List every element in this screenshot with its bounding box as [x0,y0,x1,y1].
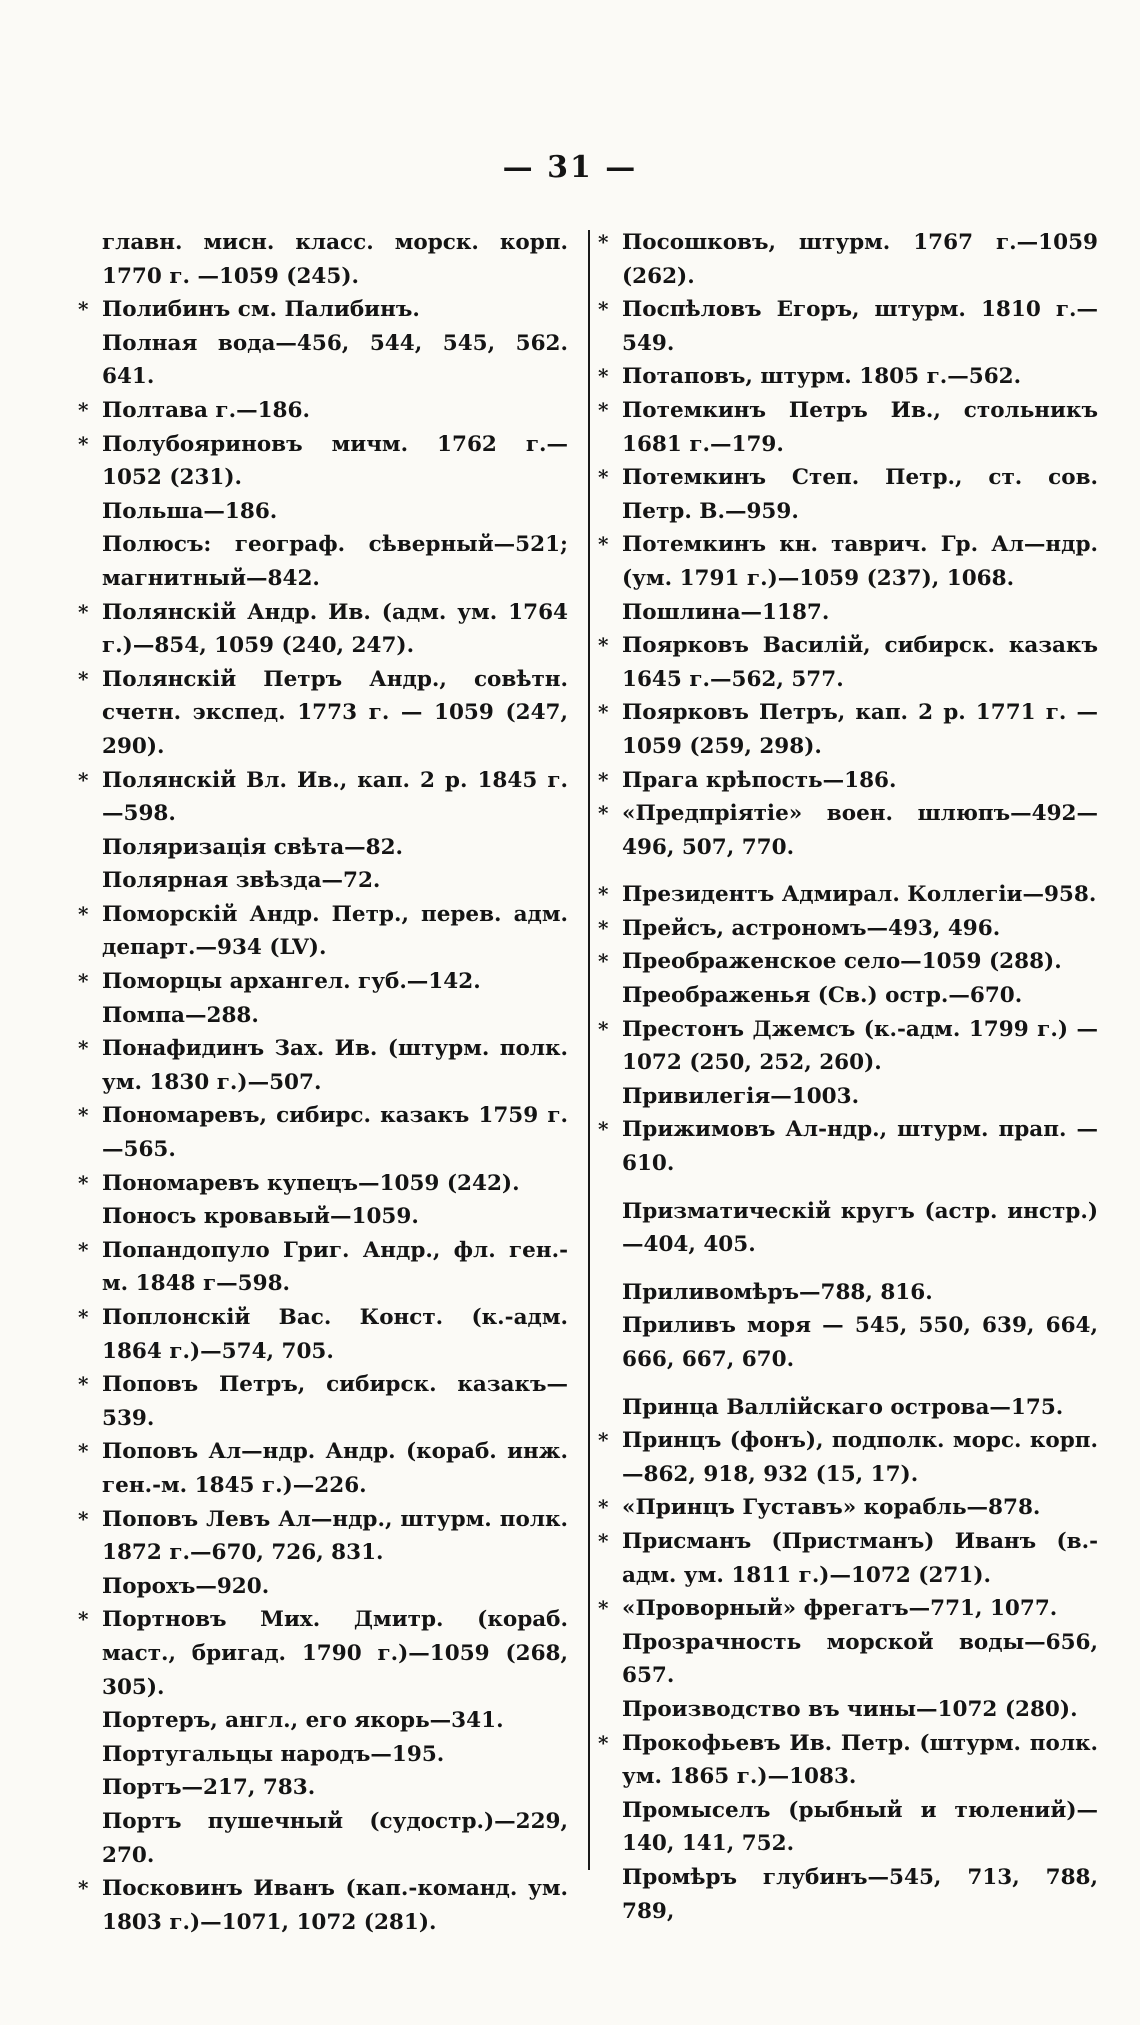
asterisk-marker: * [598,1495,609,1520]
index-entry [598,461,1098,528]
index-entry-text: Принцъ (фонъ), подполк. морс. корп. —862, 918, 932 (15, 17). [622,1428,1098,1487]
index-entry-text: Полянскій Андр. Ив. (адм. ум. 1764 г.)—854, 1059 (240, 247). [102,599,568,659]
index-entry-text: Производство въ чины—1072 (280). [622,1696,1078,1722]
index-entry-text: Принца Валлійскаго острова—175. [622,1394,1064,1420]
index-entry-text: Поляризація свѣта—82. [102,834,404,860]
index-entry-text: Посошковъ, штурм. 1767 г.—1059 (262). [622,230,1098,289]
index-entry-text: Полтава г.—186. [102,397,310,423]
index-entry [598,878,1098,912]
index-entry-text: Поярковъ Василій, сибирск. казакъ 1645 г.—562, 577. [622,633,1098,692]
index-entry-text: Портеръ, англ., его якорь—341. [102,1708,504,1734]
index-entry [78,1771,568,1805]
asterisk-marker: * [78,1036,89,1061]
index-entry [78,293,568,327]
index-entry [598,912,1098,946]
index-entry [598,764,1098,798]
index-entry-text: Поярковъ Петръ, кап. 2 р. 1771 г. —1059 (259, 298). [622,700,1098,759]
index-entry-text: «Принцъ Густавъ» корабль—878. [622,1495,1041,1521]
index-entry [78,1167,568,1201]
asterisk-marker: * [598,700,609,725]
index-entry [598,596,1098,630]
index-entry-text: Промыселъ (рыбный и тюлений)—140, 141, 752. [622,1797,1098,1857]
index-entry [598,1525,1098,1592]
index-entry [598,1276,1098,1310]
index-entry [78,1738,568,1772]
asterisk-marker: * [78,1607,89,1632]
asterisk-marker: * [598,532,609,557]
index-entry-text: Портновъ Мих. Дмитр. (кораб. маст., бригад. 1790 г.)—1059 (268, 305). [102,1607,568,1700]
asterisk-marker: * [78,1103,89,1128]
index-entry [78,1200,568,1234]
asterisk-marker: * [598,801,609,826]
index-entry [78,394,568,428]
index-entry [78,663,568,764]
index-entry-text: Приливъ моря — 545, 550, 639, 664, 666, 667, 670. [622,1313,1098,1372]
index-entry-text: Пошлина—1187. [622,599,830,625]
index-entry [598,1693,1098,1727]
index-entry-text: Прокофьевъ Ив. Петр. (штурм. полк. ум. 1865 г.)—1083. [622,1730,1098,1790]
index-entry-text: Потаповъ, штурм. 1805 г.—562. [622,364,1022,390]
index-entry-text: Преображенское село—1059 (288). [622,949,1062,975]
index-entry-text: Порохъ—920. [102,1573,270,1599]
asterisk-marker: * [598,364,609,389]
index-entry-text: Полянскій Петръ Андр., совѣтн. счетн. экспед. 1773 г. — 1059 (247, 290). [102,666,568,759]
index-entry-text: Потемкинъ Степ. Петр., ст. сов. Петр. В.—959. [622,465,1098,524]
asterisk-marker: * [598,465,609,490]
index-entry-text: Призматическій кругъ (астр. инстр.) —404, 405. [622,1198,1098,1258]
index-entry-text: Пономаревъ, сибирс. казакъ 1759 г. —565. [102,1103,568,1163]
index-entry-text: главн. мисн. класс. морск. корп. 1770 г. —1059 (245). [102,230,568,289]
index-entry-text: Приливомѣръ—788, 816. [622,1279,933,1305]
index-entry-text: Попандопуло Григ. Андр., фл. ген.-м. 1848 г—598. [102,1237,568,1297]
index-entry-text: Поплонскій Вас. Конст. (к.-адм. 1864 г.)—574, 705. [102,1305,568,1364]
index-entry-text: Поносъ кровавый—1059. [102,1204,419,1230]
index-entry [78,831,568,865]
asterisk-marker: * [78,1237,89,1262]
index-entry-text: Полибинъ см. Палибинъ. [102,297,420,323]
index-entry [598,1309,1098,1376]
index-entry [78,528,568,595]
index-entry [78,1032,568,1099]
index-entry-text: «Проворный» фрегатъ—771, 1077. [622,1596,1058,1622]
index-entry-text: Прага крѣпость—186. [622,767,897,793]
index-entry [598,1113,1098,1180]
index-entry-text: Поповъ Ал—ндр. Андр. (кораб. инж. ген.-м. 1845 г.)—226. [102,1439,568,1498]
index-entry [598,226,1098,293]
index-entry [598,1592,1098,1626]
index-entry [598,1013,1098,1080]
index-entry-text: Поморскій Андр. Петр., перев. адм. департ.—934 (LV). [102,901,568,961]
index-entry [598,528,1098,595]
index-entry-text: Португальцы народъ—195. [102,1741,445,1767]
index-entry-text: Престонъ Джемсъ (к.-адм. 1799 г.) —1072 (250, 252, 260). [622,1016,1098,1076]
index-entry [78,1503,568,1570]
index-entry [78,1435,568,1502]
index-entry [598,1195,1098,1262]
column-divider [588,230,590,1870]
index-entry [78,226,568,293]
index-entry [598,1727,1098,1794]
index-entry [598,1491,1098,1525]
asterisk-marker: * [598,1117,609,1142]
index-entry-text: Прозрачность морской воды—656, 657. [622,1629,1098,1689]
index-entry [78,965,568,999]
asterisk-marker: * [598,230,609,254]
index-entry-text: Прижимовъ Ал-ндр., штурм. прап. —610. [622,1117,1098,1177]
index-entry [598,979,1098,1013]
page-number: — 31 — [502,150,638,185]
asterisk-marker: * [598,1016,609,1041]
asterisk-marker: * [598,882,609,907]
asterisk-marker: * [598,767,609,792]
index-entry [598,1391,1098,1425]
asterisk-marker: * [598,1730,609,1755]
index-entry [598,1626,1098,1693]
index-entry-text: Поспѣловъ Егоръ, штурм. 1810 г.— 549. [622,297,1098,356]
index-entry-text: Полубояриновъ мичм. 1762 г.— 1052 (231). [102,431,568,491]
index-entry [78,898,568,965]
index-entry [78,495,568,529]
index-entry-text: Польша—186. [102,498,278,524]
index-entry [78,596,568,663]
index-entry [78,999,568,1033]
index-entry-text: Преображенья (Св.) остр.—670. [622,983,1023,1009]
index-entry [78,428,568,495]
index-entry [598,394,1098,461]
index-entry [598,360,1098,394]
asterisk-marker: * [78,1372,89,1397]
index-entry-text: Прейсъ, астрономъ—493, 496. [622,915,1001,941]
index-entry-text: Поповъ Петръ, сибирск. казакъ—539. [102,1372,568,1431]
asterisk-marker: * [78,599,89,624]
asterisk-marker: * [78,1305,89,1329]
index-entry [78,1872,568,1939]
index-entry [78,1704,568,1738]
asterisk-marker: * [598,915,609,940]
index-entry [78,1099,568,1166]
asterisk-marker: * [598,297,609,322]
index-entry [598,797,1098,864]
asterisk-marker: * [598,633,609,658]
asterisk-marker: * [78,297,89,322]
index-entry [78,864,568,898]
index-entry [78,1368,568,1435]
index-entry-text: Помпа—288. [102,1002,259,1028]
left-index-column [78,226,568,1939]
index-entry-text: Понафидинъ Зах. Ив. (штурм. полк. ум. 1830 г.)—507. [102,1036,568,1095]
index-entry-text: Промѣръ глубинъ—545, 713, 788, 789, [622,1864,1098,1924]
asterisk-marker: * [598,1596,609,1621]
index-entry [598,945,1098,979]
index-entry [78,1603,568,1704]
index-entry-text: Полюсъ: географ. сѣверный—521; магнитный—842. [102,532,568,591]
index-entry-text: Привилегія—1003. [622,1083,860,1109]
asterisk-marker: * [598,397,609,422]
index-entry-text: Президентъ Адмирал. Коллегіи—958. [622,882,1097,908]
asterisk-marker: * [78,767,89,792]
index-entry-text: Потемкинъ кн. таврич. Гр. Ал—ндр. (ум. 1791 г.)—1059 (237), 1068. [622,532,1098,591]
asterisk-marker: * [78,666,89,691]
index-entry-text: «Предпріятіе» воен. шлюпъ—492—496, 507, 770. [622,801,1098,860]
index-entry [598,629,1098,696]
asterisk-marker: * [78,1506,89,1531]
index-entry [598,1080,1098,1114]
asterisk-marker: * [78,431,89,456]
index-entry-text: Пономаревъ купецъ—1059 (242). [102,1170,520,1196]
index-entry-text: Полная вода—456, 544, 545, 562. 641. [102,330,568,390]
index-entry [598,1794,1098,1861]
asterisk-marker: * [598,1528,609,1553]
index-entry [78,764,568,831]
index-entry-text: Потемкинъ Петръ Ив., стольникъ 1681 г.—179. [622,397,1098,457]
index-entry-text: Поповъ Левъ Ал—ндр., штурм. полк. 1872 г.—670, 726, 831. [102,1506,568,1566]
asterisk-marker: * [78,901,89,926]
index-entry [598,1424,1098,1491]
index-entry [598,696,1098,763]
index-entry-text: Посковинъ Иванъ (кап.-команд. ум. 1803 г.)—1071, 1072 (281). [102,1876,568,1935]
asterisk-marker: * [78,1439,89,1464]
index-entry [78,1805,568,1872]
asterisk-marker: * [598,949,609,974]
index-entry [78,1570,568,1604]
index-entry-text: Портъ пушечный (судостр.)—229, 270. [102,1808,568,1868]
index-entry-text: Присманъ (Пристманъ) Иванъ (в.-адм. ум. 1811 г.)—1072 (271). [622,1528,1098,1588]
index-entry [78,327,568,394]
index-entry [78,1301,568,1368]
asterisk-marker: * [598,1428,609,1453]
index-entry [598,293,1098,360]
index-entry-text: Портъ—217, 783. [102,1775,316,1801]
index-entry [598,1861,1098,1928]
index-entry-text: Поморцы архангел. губ.—142. [102,969,481,995]
right-index-column [598,226,1098,1928]
asterisk-marker: * [78,969,89,994]
asterisk-marker: * [78,397,89,422]
index-entry [78,1234,568,1301]
asterisk-marker: * [78,1876,89,1901]
index-entry-text: Полярная звѣзда—72. [102,868,381,894]
index-entry-text: Полянскій Вл. Ив., кап. 2 р. 1845 г. —598. [102,767,568,827]
asterisk-marker: * [78,1170,89,1195]
